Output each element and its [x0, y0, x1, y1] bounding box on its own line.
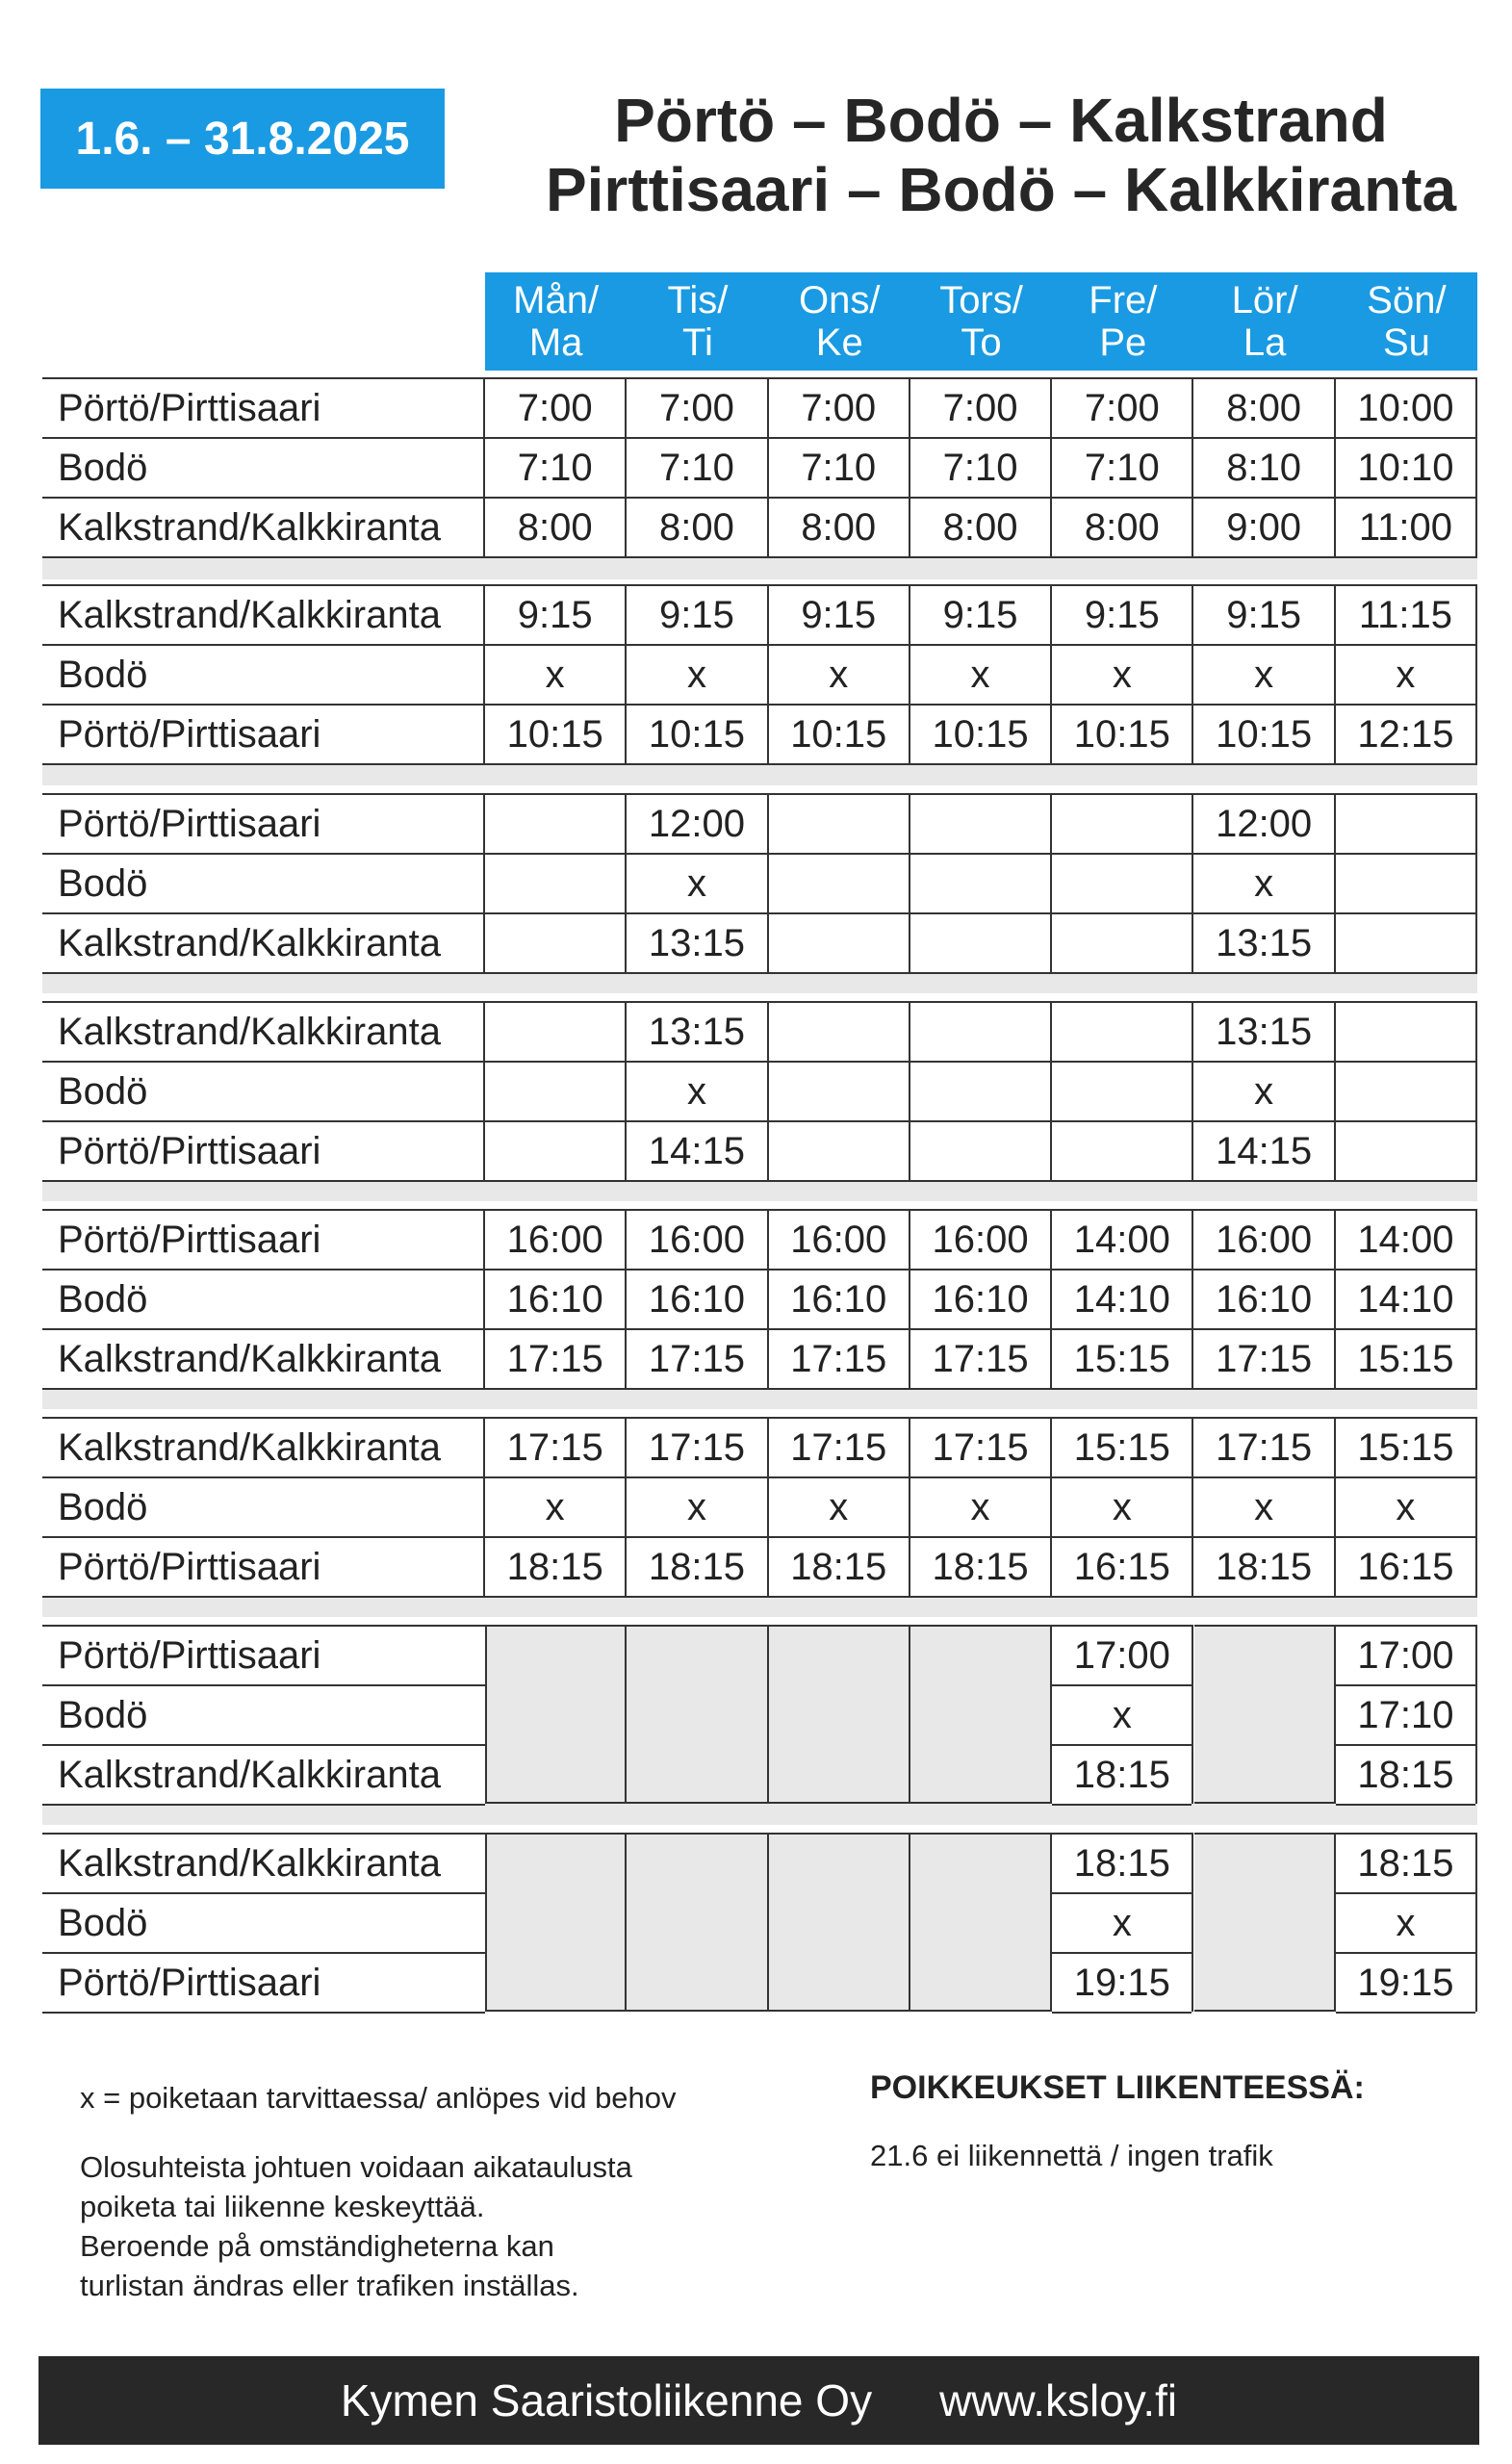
- departure-time-cell: 13:15: [627, 1003, 768, 1061]
- table-row: [42, 1538, 1477, 1598]
- timetable-block: [42, 1833, 1477, 2012]
- departure-time-cell: [910, 1063, 1052, 1120]
- day-label-fi: Ma: [528, 321, 583, 364]
- departure-time-cell: 16:00: [485, 1211, 627, 1269]
- departure-time-cell: 18:15: [769, 1538, 910, 1596]
- departure-time-cell: x: [1052, 1894, 1192, 1954]
- table-row: [42, 795, 1477, 855]
- weekday-header: [485, 272, 1477, 371]
- day-label-fi: Su: [1382, 321, 1430, 364]
- departure-time-cell: 10:15: [769, 706, 910, 763]
- departure-time-cell: 17:00: [1336, 1627, 1475, 1686]
- departure-time-cell: 13:15: [627, 914, 768, 972]
- validity-period-badge: 1.6. – 31.8.2025: [40, 89, 445, 189]
- no-service-column: [627, 1625, 768, 1804]
- departure-time-cell: x: [485, 646, 627, 704]
- departure-time-cell: 7:00: [1052, 379, 1193, 437]
- day-header-cell: [1336, 272, 1477, 371]
- day-label-sv: Mån/: [513, 279, 600, 321]
- departure-time-cell: x: [1052, 646, 1193, 704]
- departure-time-cell: 19:15: [1052, 1954, 1192, 2014]
- timetable-block: [42, 584, 1477, 765]
- departure-time-cell: [485, 914, 627, 972]
- stop-name: Bodö: [42, 1478, 485, 1536]
- departure-time-cell: 8:00: [627, 499, 768, 556]
- exceptions-text: 21.6 ei liikennettä / ingen trafik: [870, 2139, 1273, 2172]
- departure-time-cell: x: [1193, 1063, 1335, 1120]
- departure-time-cell: [485, 1003, 627, 1061]
- departure-time-cell: x: [1193, 646, 1335, 704]
- table-row: [42, 646, 1477, 706]
- departure-time-cell: 8:00: [1052, 499, 1193, 556]
- stop-name: Kalkstrand/Kalkkiranta: [42, 1419, 485, 1476]
- stop-name: Kalkstrand/Kalkkiranta: [42, 1835, 485, 1894]
- departure-time-cell: 14:00: [1052, 1211, 1193, 1269]
- day-label-sv: Fre/: [1089, 279, 1158, 321]
- departure-time-cell: x: [1336, 646, 1477, 704]
- day-label-sv: Tis/: [667, 279, 729, 321]
- departure-time-cell: 10:15: [627, 706, 768, 763]
- departure-time-cell: 16:10: [910, 1270, 1052, 1328]
- departure-time-cell: x: [1052, 1686, 1192, 1746]
- departure-time-cell: [1052, 914, 1193, 972]
- departure-time-cell: 11:00: [1336, 499, 1477, 556]
- route-title-swedish: Pörtö – Bodö – Kalkstrand: [614, 86, 1388, 155]
- company-name: Kymen Saaristoliikenne Oy: [340, 2375, 873, 2426]
- departure-time-cell: [910, 914, 1052, 972]
- departure-time-cell: 17:15: [769, 1330, 910, 1388]
- departure-time-cell: [769, 1122, 910, 1180]
- exceptions-title: POIKKEUKSET LIIKENTEESSÄ:: [870, 2069, 1365, 2106]
- departure-time-cell: x: [769, 646, 910, 704]
- stop-name: Bodö: [42, 439, 485, 497]
- day-header-cell: [1193, 272, 1335, 371]
- stop-name: Pörtö/Pirttisaari: [42, 1627, 485, 1686]
- departure-time-cell: 17:15: [485, 1330, 627, 1388]
- departure-time-cell: [1336, 1122, 1477, 1180]
- table-row: [42, 1478, 1477, 1538]
- departure-time-cell: [1336, 1003, 1477, 1061]
- departure-time-cell: [485, 795, 627, 853]
- legend-note: x = poiketaan tarvittaessa/ anlöpes vid behov: [80, 2081, 677, 2115]
- day-label-fi: To: [961, 321, 1002, 364]
- table-row: [42, 439, 1477, 499]
- day-label-sv: Lör/: [1231, 279, 1298, 321]
- departure-time-cell: [1336, 914, 1477, 972]
- stop-name: Kalkstrand/Kalkkiranta: [42, 1330, 485, 1388]
- departure-time-cell: 17:15: [627, 1419, 768, 1476]
- timetable-block: [42, 377, 1477, 558]
- stop-name: Bodö: [42, 1063, 485, 1120]
- departure-time-cell: 14:10: [1336, 1270, 1477, 1328]
- departure-time-cell: 8:10: [1193, 439, 1335, 497]
- disclaimer-fi-line-2: poiketa tai liikenne keskeyttää.: [80, 2189, 485, 2223]
- table-row: [42, 914, 1477, 974]
- no-service-column: [485, 1625, 627, 1804]
- departure-time-cell: 10:15: [1052, 706, 1193, 763]
- website-link[interactable]: www.ksloy.fi: [939, 2375, 1178, 2426]
- no-service-column: [1194, 1625, 1336, 1804]
- departure-time-cell: 9:15: [1193, 586, 1335, 644]
- block-separator: [42, 1180, 1477, 1201]
- day-header-cell: [910, 272, 1052, 371]
- departure-time-cell: 18:15: [910, 1538, 1052, 1596]
- departure-time-cell: x: [1336, 1478, 1477, 1536]
- stop-column: [42, 1833, 485, 2014]
- day-header-cell: [769, 272, 910, 371]
- departure-time-cell: 9:15: [627, 586, 768, 644]
- day-header-cell: [485, 272, 627, 371]
- departure-time-cell: 18:15: [1052, 1835, 1192, 1894]
- departure-time-cell: 9:15: [1052, 586, 1193, 644]
- departure-time-cell: 17:15: [627, 1330, 768, 1388]
- no-service-column: [1194, 1833, 1336, 2012]
- departure-time-cell: 9:15: [485, 586, 627, 644]
- table-row: [42, 586, 1477, 646]
- disclaimer-fi-line-1: Olosuhteista johtuen voidaan aikataulusta: [80, 2150, 632, 2184]
- departure-time-cell: 8:00: [910, 499, 1052, 556]
- departure-time-cell: 17:00: [1052, 1627, 1192, 1686]
- departure-time-cell: 18:15: [485, 1538, 627, 1596]
- departure-column: [1052, 1833, 1193, 2012]
- departure-time-cell: x: [627, 855, 768, 912]
- stop-name: Kalkstrand/Kalkkiranta: [42, 1746, 485, 1806]
- footer-bar: [38, 2356, 1479, 2445]
- day-label-fi: Ti: [682, 321, 713, 364]
- departure-time-cell: 17:15: [769, 1419, 910, 1476]
- day-label-sv: Tors/: [939, 279, 1023, 321]
- stop-name: Bodö: [42, 1270, 485, 1328]
- departure-time-cell: 10:15: [1193, 706, 1335, 763]
- stop-name: Kalkstrand/Kalkkiranta: [42, 1003, 485, 1061]
- departure-time-cell: 17:10: [1336, 1686, 1475, 1746]
- departure-time-cell: x: [910, 1478, 1052, 1536]
- departure-time-cell: x: [1193, 855, 1335, 912]
- table-row: [42, 379, 1477, 439]
- timetable-block: [42, 1625, 1477, 1804]
- departure-time-cell: [1052, 1063, 1193, 1120]
- departure-time-cell: 8:00: [769, 499, 910, 556]
- departure-time-cell: 17:15: [485, 1419, 627, 1476]
- departure-time-cell: 7:10: [627, 439, 768, 497]
- block-separator: [42, 558, 1477, 579]
- departure-time-cell: 17:15: [1193, 1330, 1335, 1388]
- departure-time-cell: [1052, 795, 1193, 853]
- table-row: [42, 1419, 1477, 1478]
- departure-time-cell: [1336, 1063, 1477, 1120]
- day-label-sv: Sön/: [1367, 279, 1447, 321]
- departure-column: [1052, 1625, 1193, 1804]
- departure-time-cell: [485, 1122, 627, 1180]
- route-title-finnish: Pirttisaari – Bodö – Kalkkiranta: [545, 155, 1457, 224]
- departure-time-cell: x: [627, 646, 768, 704]
- departure-time-cell: [1336, 855, 1477, 912]
- departure-time-cell: 18:15: [1052, 1746, 1192, 1806]
- day-label-fi: Pe: [1099, 321, 1147, 364]
- departure-column: [1336, 1833, 1477, 2012]
- departure-time-cell: [769, 1003, 910, 1061]
- day-label-fi: La: [1243, 321, 1287, 364]
- no-service-column: [627, 1833, 768, 2012]
- departure-time-cell: 7:10: [769, 439, 910, 497]
- day-header-cell: [627, 272, 768, 371]
- departure-time-cell: 14:15: [627, 1122, 768, 1180]
- departure-time-cell: 10:10: [1336, 439, 1477, 497]
- departure-time-cell: 7:00: [627, 379, 768, 437]
- departure-time-cell: 9:00: [1193, 499, 1335, 556]
- stop-name: Pörtö/Pirttisaari: [42, 1122, 485, 1180]
- stop-name: Bodö: [42, 855, 485, 912]
- departure-time-cell: [769, 914, 910, 972]
- stop-name: Kalkstrand/Kalkkiranta: [42, 914, 485, 972]
- departure-time-cell: 15:15: [1052, 1419, 1193, 1476]
- departure-time-cell: 18:15: [1193, 1538, 1335, 1596]
- timetable-block: [42, 1209, 1477, 1390]
- departure-time-cell: 16:10: [485, 1270, 627, 1328]
- table-row: [42, 1270, 1477, 1330]
- stop-name: Bodö: [42, 1894, 485, 1954]
- departure-time-cell: 7:10: [910, 439, 1052, 497]
- departure-time-cell: 16:10: [627, 1270, 768, 1328]
- departure-time-cell: x: [910, 646, 1052, 704]
- block-separator: [42, 1388, 1477, 1409]
- block-separator: [42, 1596, 1477, 1617]
- disclaimer-sv-line-2: turlistan ändras eller trafiken inställas.: [80, 2268, 579, 2302]
- departure-time-cell: 8:00: [485, 499, 627, 556]
- departure-time-cell: 18:15: [1336, 1835, 1475, 1894]
- departure-time-cell: [910, 795, 1052, 853]
- block-separator: [42, 1804, 1477, 1825]
- departure-time-cell: 16:15: [1336, 1538, 1477, 1596]
- stop-name: Pörtö/Pirttisaari: [42, 1211, 485, 1269]
- no-service-column: [485, 1833, 627, 2012]
- departure-time-cell: 16:15: [1052, 1538, 1193, 1596]
- departure-time-cell: 14:15: [1193, 1122, 1335, 1180]
- timetable-block: [42, 793, 1477, 974]
- stop-name: Pörtö/Pirttisaari: [42, 1954, 485, 2014]
- departure-time-cell: 16:00: [769, 1211, 910, 1269]
- block-separator: [42, 764, 1477, 785]
- day-label-sv: Ons/: [799, 279, 881, 321]
- stop-name: Pörtö/Pirttisaari: [42, 706, 485, 763]
- departure-time-cell: 10:00: [1336, 379, 1477, 437]
- departure-time-cell: [769, 1063, 910, 1120]
- departure-time-cell: 13:15: [1193, 1003, 1335, 1061]
- departure-time-cell: 7:00: [910, 379, 1052, 437]
- departure-time-cell: 16:10: [769, 1270, 910, 1328]
- departure-time-cell: 15:15: [1336, 1330, 1477, 1388]
- table-row: [42, 499, 1477, 558]
- departure-time-cell: x: [1336, 1894, 1475, 1954]
- departure-time-cell: x: [627, 1478, 768, 1536]
- departure-time-cell: x: [769, 1478, 910, 1536]
- departure-time-cell: 7:00: [769, 379, 910, 437]
- departure-time-cell: 7:10: [485, 439, 627, 497]
- stop-name: Pörtö/Pirttisaari: [42, 1538, 485, 1596]
- departure-time-cell: [1336, 795, 1477, 853]
- no-service-column: [769, 1833, 910, 2012]
- departure-time-cell: 10:15: [485, 706, 627, 763]
- timetable-block: [42, 1001, 1477, 1182]
- departure-time-cell: [1052, 855, 1193, 912]
- timetable-block: [42, 1417, 1477, 1598]
- departure-time-cell: 12:00: [627, 795, 768, 853]
- departure-time-cell: [1052, 1003, 1193, 1061]
- departure-time-cell: x: [627, 1063, 768, 1120]
- departure-time-cell: [910, 855, 1052, 912]
- departure-time-cell: [769, 855, 910, 912]
- departure-time-cell: 11:15: [1336, 586, 1477, 644]
- table-row: [42, 855, 1477, 914]
- no-service-column: [910, 1625, 1052, 1804]
- departure-time-cell: 13:15: [1193, 914, 1335, 972]
- departure-time-cell: [910, 1003, 1052, 1061]
- block-separator: [42, 972, 1477, 993]
- departure-time-cell: 14:10: [1052, 1270, 1193, 1328]
- departure-time-cell: 17:15: [1193, 1419, 1335, 1476]
- departure-time-cell: 12:00: [1193, 795, 1335, 853]
- table-row: [42, 706, 1477, 765]
- departure-time-cell: 15:15: [1052, 1330, 1193, 1388]
- departure-time-cell: x: [1193, 1478, 1335, 1536]
- departure-time-cell: 15:15: [1336, 1419, 1477, 1476]
- departure-time-cell: 9:15: [769, 586, 910, 644]
- stop-name: Pörtö/Pirttisaari: [42, 379, 485, 437]
- table-row: [42, 1003, 1477, 1063]
- departure-column: [1336, 1625, 1477, 1804]
- stop-name: Pörtö/Pirttisaari: [42, 795, 485, 853]
- departure-time-cell: [485, 1063, 627, 1120]
- departure-time-cell: 16:10: [1193, 1270, 1335, 1328]
- departure-time-cell: [1052, 1122, 1193, 1180]
- departure-time-cell: 16:00: [910, 1211, 1052, 1269]
- departure-time-cell: x: [485, 1478, 627, 1536]
- departure-time-cell: 19:15: [1336, 1954, 1475, 2014]
- departure-time-cell: [485, 855, 627, 912]
- stop-column: [42, 1625, 485, 1806]
- table-row: [42, 1330, 1477, 1390]
- table-row: [42, 1063, 1477, 1122]
- departure-time-cell: 17:15: [910, 1330, 1052, 1388]
- departure-time-cell: 8:00: [1193, 379, 1335, 437]
- departure-time-cell: 16:00: [627, 1211, 768, 1269]
- departure-time-cell: 16:00: [1193, 1211, 1335, 1269]
- table-row: [42, 1211, 1477, 1270]
- departure-time-cell: [769, 795, 910, 853]
- stop-name: Bodö: [42, 1686, 485, 1746]
- no-service-column: [910, 1833, 1052, 2012]
- departure-time-cell: 10:15: [910, 706, 1052, 763]
- stop-name: Kalkstrand/Kalkkiranta: [42, 499, 485, 556]
- departure-time-cell: 14:00: [1336, 1211, 1477, 1269]
- departure-time-cell: [910, 1122, 1052, 1180]
- table-row: [42, 1122, 1477, 1182]
- departure-time-cell: 18:15: [1336, 1746, 1475, 1806]
- departure-time-cell: 7:00: [485, 379, 627, 437]
- disclaimer-sv-line-1: Beroende på omständigheterna kan: [80, 2228, 554, 2263]
- no-service-column: [769, 1625, 910, 1804]
- departure-time-cell: 12:15: [1336, 706, 1477, 763]
- stop-name: Bodö: [42, 646, 485, 704]
- departure-time-cell: 18:15: [627, 1538, 768, 1596]
- departure-time-cell: 7:10: [1052, 439, 1193, 497]
- departure-time-cell: 9:15: [910, 586, 1052, 644]
- departure-time-cell: 17:15: [910, 1419, 1052, 1476]
- departure-time-cell: x: [1052, 1478, 1193, 1536]
- stop-name: Kalkstrand/Kalkkiranta: [42, 586, 485, 644]
- day-label-fi: Ke: [815, 321, 863, 364]
- day-header-cell: [1052, 272, 1193, 371]
- disclaimer-note: [80, 2148, 632, 2306]
